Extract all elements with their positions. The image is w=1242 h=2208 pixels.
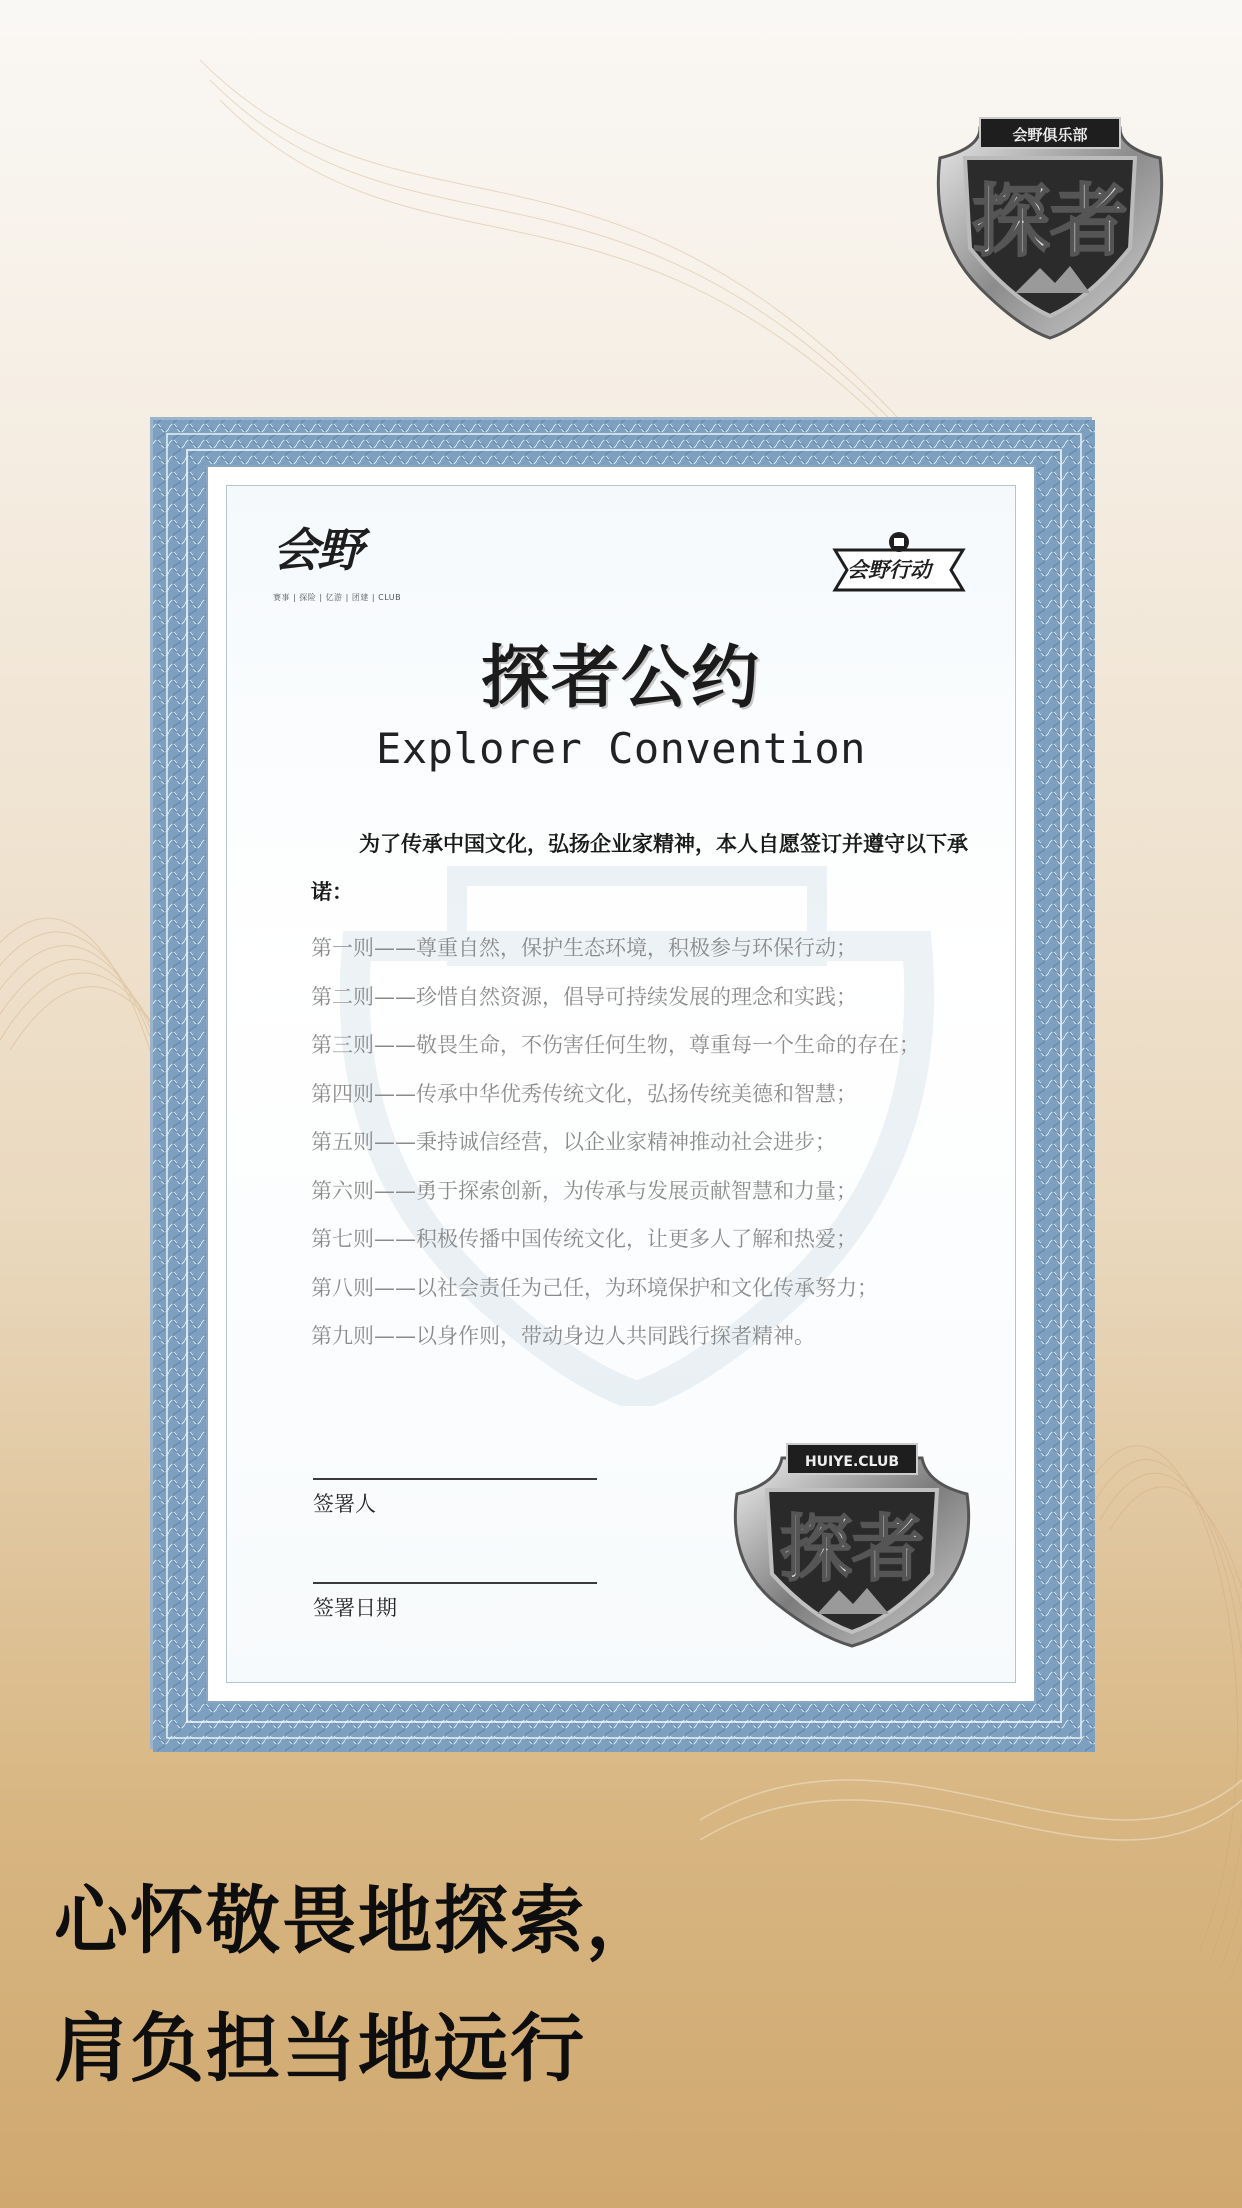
huiye-action-logo xyxy=(829,528,969,598)
date-line xyxy=(313,1582,597,1584)
huiye-logo xyxy=(273,520,403,610)
certificate-inner-border xyxy=(226,485,1016,1683)
svg-text:HUIYE.CLUB: HUIYE.CLUB xyxy=(804,1454,900,1470)
article-item: 第九则——以身作则，带动身边人共同践行探者精神。 xyxy=(311,1324,815,1348)
date-label: 签署日期 xyxy=(313,1596,397,1620)
certificate xyxy=(150,417,1092,1749)
svg-text:会野俱乐部: 会野俱乐部 xyxy=(1012,126,1088,144)
slogan-line-2: 肩负担当地远行 xyxy=(54,2006,586,2092)
huiye-logo-text: 会野 xyxy=(273,523,361,577)
article-item: 第六则——勇于探索创新，为传承与发展贡献智慧和力量； xyxy=(311,1178,857,1203)
article-item: 第五则——秉持诚信经营，以企业家精神推动社会进步； xyxy=(311,1130,836,1154)
slogan-line-1: 心怀敬畏地探索， xyxy=(54,1878,662,1964)
svg-text:探者: 探者 xyxy=(779,1507,925,1591)
svg-text:探者: 探者 xyxy=(971,177,1129,267)
certificate-body xyxy=(206,465,1036,1703)
article-item: 第三则——敬畏生命，不伤害任何生物，尊重每一个生命的存在； xyxy=(311,1033,920,1057)
signer-line xyxy=(313,1478,597,1480)
article-item: 第七则——积极传播中国传统文化，让更多人了解和热爱； xyxy=(311,1227,857,1251)
huiye-logo-tagline: 赛事 | 探险 | 亿游 | 团建 | CLUB xyxy=(273,593,402,602)
signer-label: 签署人 xyxy=(313,1492,376,1516)
article-list xyxy=(311,924,1011,1361)
article-item: 第二则——珍惜自然资源，倡导可持续发展的理念和实践； xyxy=(311,984,857,1009)
explorer-stamp-icon xyxy=(727,1414,977,1650)
certificate-title: 探者公约 xyxy=(480,638,761,718)
article-item: 第四则——传承中华优秀传统文化，弘扬传统美德和智慧； xyxy=(311,1081,857,1106)
article-item: 第八则——以社会责任为己任，为环境保护和文化传承努力； xyxy=(311,1275,878,1300)
certificate-intro: 为了传承中国文化，弘扬企业家精神，本人自愿签订并遵守以下承诺： xyxy=(311,832,968,904)
certificate-subtitle: Explorer Convention xyxy=(376,724,866,773)
huiye-action-logo-text: 会野行动 xyxy=(847,558,931,582)
explorer-badge-icon xyxy=(920,88,1180,348)
article-item: 第一则——尊重自然，保护生态环境，积极参与环保行动； xyxy=(311,936,857,960)
